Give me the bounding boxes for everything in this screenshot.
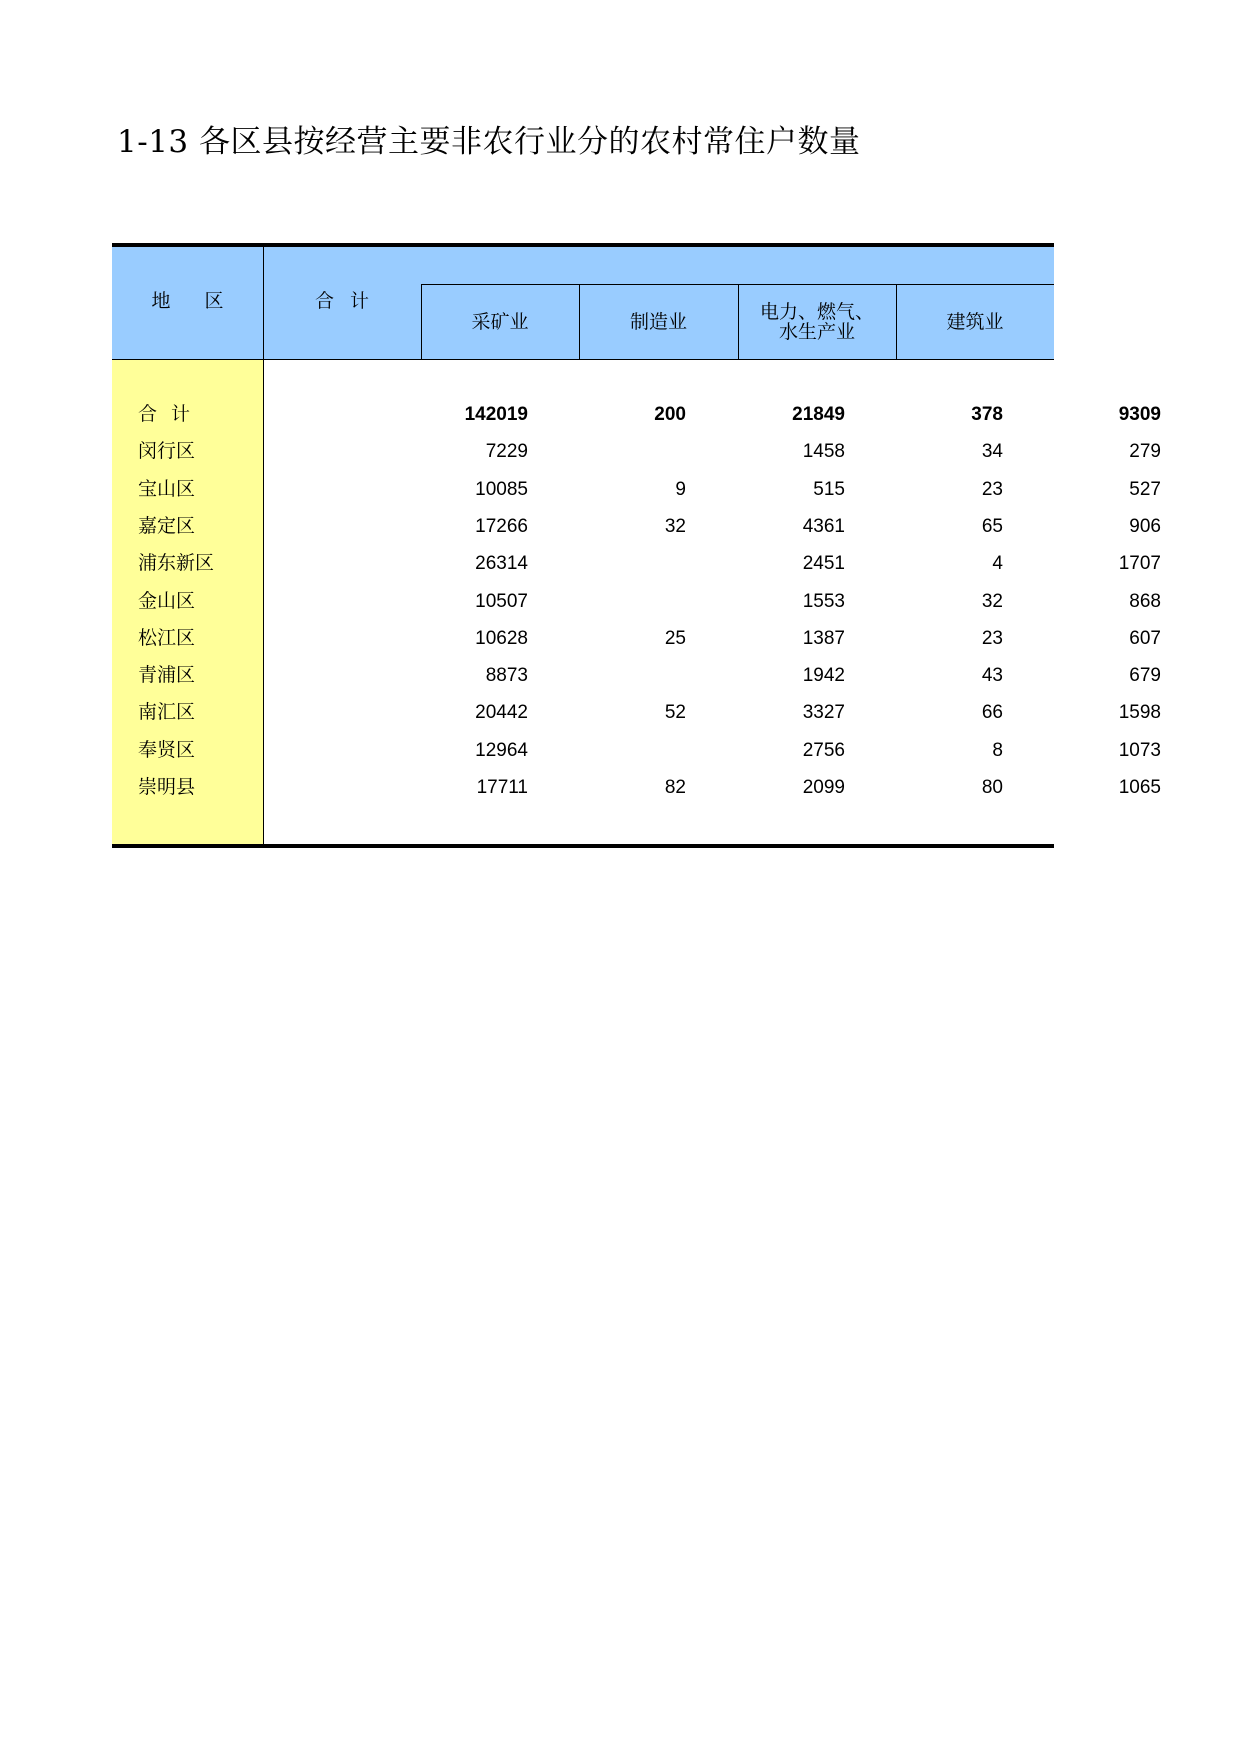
cell-construction: 868 [1129, 590, 1161, 612]
cell-mining [536, 732, 686, 769]
cell-mining: 52 [664, 702, 686, 724]
table-row [112, 471, 1161, 508]
header-manufacturing: 制造业 [629, 310, 687, 333]
cell-mining: 82 [664, 777, 686, 798]
cell-manufacturing: 2756 [802, 739, 845, 761]
cell-total: 142019 [464, 404, 528, 425]
cell-power: 43 [981, 665, 1003, 687]
cell-power: 66 [981, 702, 1003, 724]
cell-total: 12964 [475, 739, 528, 761]
cell-mining [536, 657, 686, 694]
cell-construction: 279 [1129, 441, 1161, 463]
cell-region: 崇明县 [138, 776, 196, 798]
cell-region: 金山区 [138, 589, 196, 612]
cell-power: 65 [981, 515, 1003, 537]
cell-total: 10507 [475, 590, 528, 612]
cell-construction: 9309 [1118, 404, 1161, 425]
cell-manufacturing: 3327 [802, 702, 845, 724]
cell-manufacturing: 1387 [802, 627, 845, 649]
header-region: 地区 [151, 290, 258, 312]
header-power: 电力、燃气、 水生产业 [759, 300, 874, 343]
cell-manufacturing: 515 [813, 478, 845, 500]
table-row [112, 433, 1161, 470]
cell-total: 17266 [475, 515, 528, 537]
cell-manufacturing: 1942 [802, 665, 845, 687]
header-construction: 建筑业 [946, 310, 1004, 333]
cell-total: 26314 [475, 553, 528, 575]
cell-construction: 1598 [1118, 702, 1161, 724]
cell-region: 南汇区 [138, 701, 196, 724]
cell-manufacturing: 2099 [802, 777, 845, 798]
cell-region: 宝山区 [138, 477, 196, 500]
cell-power: 34 [981, 441, 1003, 463]
header-total: 合计 [314, 290, 385, 312]
cell-total: 10085 [475, 478, 528, 500]
cell-construction: 1065 [1118, 777, 1161, 798]
table-row [112, 769, 1161, 806]
table-row [112, 545, 1161, 582]
page-title: 1-13 各区县按经营主要非农行业分的农村常住户数量 [117, 124, 861, 160]
cell-region: 青浦区 [138, 664, 196, 687]
cell-construction: 1707 [1118, 553, 1161, 575]
cell-manufacturing: 4361 [802, 515, 845, 537]
cell-mining [536, 583, 686, 620]
cell-region: 合计 [138, 403, 205, 425]
cell-manufacturing: 21849 [792, 404, 845, 425]
table-row [112, 620, 1161, 657]
header-bottom-line [112, 359, 1054, 360]
cell-manufacturing: 1458 [802, 441, 845, 463]
table-row [112, 583, 1161, 620]
cell-region: 奉贤区 [138, 738, 196, 761]
cell-power: 23 [981, 627, 1003, 649]
cell-region: 浦东新区 [138, 552, 215, 575]
cell-construction: 1073 [1118, 739, 1161, 761]
cell-region: 嘉定区 [138, 514, 196, 537]
cell-total: 7229 [485, 441, 528, 463]
table-bottom-rule [112, 844, 1054, 848]
table-row [112, 732, 1161, 769]
cell-construction: 527 [1129, 478, 1161, 500]
cell-total: 20442 [475, 702, 528, 724]
table-row-total [112, 396, 1161, 433]
cell-power: 8 [992, 739, 1003, 761]
cell-total: 8873 [485, 665, 528, 687]
cell-construction: 679 [1129, 665, 1161, 687]
table-row [112, 508, 1161, 545]
cell-manufacturing: 2451 [802, 553, 845, 575]
cell-power: 23 [981, 478, 1003, 500]
cell-mining: 25 [664, 627, 686, 649]
cell-power: 4 [992, 553, 1003, 575]
cell-region: 松江区 [138, 626, 196, 649]
cell-manufacturing: 1553 [802, 590, 845, 612]
cell-mining [536, 545, 686, 582]
cell-construction: 906 [1129, 515, 1161, 537]
cell-power: 80 [981, 777, 1003, 798]
cell-mining: 9 [675, 478, 686, 500]
cell-mining [536, 433, 686, 470]
statistics-table [112, 243, 1161, 847]
header-mining: 采矿业 [471, 310, 529, 333]
cell-mining: 200 [654, 404, 686, 425]
cell-total: 17711 [476, 777, 528, 798]
cell-region: 闵行区 [138, 440, 196, 463]
cell-total: 10628 [475, 627, 528, 649]
cell-construction: 607 [1129, 627, 1161, 649]
cell-power: 378 [971, 404, 1003, 425]
cell-mining: 32 [664, 515, 686, 537]
table-row [112, 694, 1161, 731]
cell-power: 32 [981, 590, 1003, 612]
table-row [112, 657, 1161, 694]
